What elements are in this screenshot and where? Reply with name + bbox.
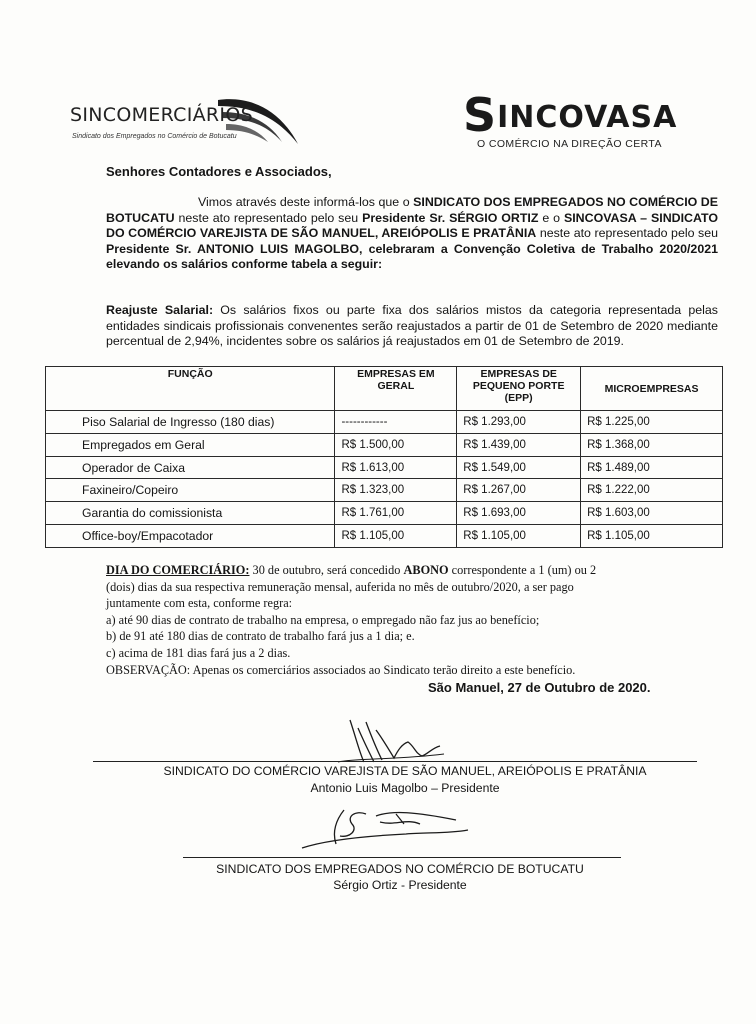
table-cell: Garantia do comissionista	[46, 502, 335, 525]
abono-word: ABONO	[403, 563, 449, 577]
signature-line-1	[93, 761, 697, 762]
table-cell: R$ 1.549,00	[457, 456, 581, 479]
intro-paragraph	[106, 195, 718, 273]
signature-2-image	[296, 800, 476, 860]
table-row	[46, 502, 723, 525]
left-logo-subtitle: Sindicato dos Empregados no Comércio de Botucatu	[72, 133, 237, 140]
table-cell: Faxineiro/Copeiro	[46, 479, 335, 502]
table-header-row	[46, 367, 723, 411]
greeting: Senhores Contadores e Associados,	[106, 164, 332, 179]
table-header: EMPRESAS EM GERAL	[335, 367, 457, 411]
dia-rule-c: c) acima de 181 dias fará jus a 2 dias.	[106, 645, 291, 660]
table-cell: R$ 1.368,00	[581, 433, 723, 456]
right-logo-rest: INCOVASA	[497, 100, 678, 135]
dia-line-3: juntamente com esta, conforme regra:	[106, 596, 293, 611]
table-row	[46, 456, 723, 479]
table-cell: Empregados em Geral	[46, 433, 335, 456]
intro-bold-1: SINDICATO DOS EMPREGADOS NO COMÉRCIO DE BOTUCATU	[106, 195, 718, 225]
table-row	[46, 525, 723, 548]
table-cell: R$ 1.105,00	[335, 525, 457, 548]
dia-title: DIA DO COMERCIÁRIO:	[106, 563, 250, 577]
date-line: São Manuel, 27 de Outubro de 2020.	[428, 680, 651, 695]
dia-line-1	[106, 562, 718, 579]
left-logo-name: SINCOMERCIÁRIOS	[70, 104, 253, 126]
table-header: FUNÇÃO	[46, 367, 335, 411]
dia-rule-b: b) de 91 até 180 dias de contrato de trabalho fará jus a 1 dia; e.	[106, 629, 415, 644]
dia-observacao: OBSERVAÇÃO: Apenas os comerciários associados ao Sindicato terão direito a este benefício.	[106, 662, 576, 677]
dia-text: correspondente a 1 (um) ou 2	[448, 563, 597, 577]
table-header: MICROEMPRESAS	[581, 367, 723, 411]
dia-text: 30 de outubro, será concedido	[249, 563, 404, 577]
intro-text-4: neste ato representado pelo seu	[536, 226, 719, 241]
table-cell: R$ 1.693,00	[457, 502, 581, 525]
table-row	[46, 433, 723, 456]
intro-text-3: e o	[538, 210, 564, 225]
table-cell: R$ 1.323,00	[335, 479, 457, 502]
reajuste-label: Reajuste Salarial:	[106, 303, 214, 317]
table-cell: R$ 1.222,00	[581, 479, 723, 502]
table-cell: R$ 1.489,00	[581, 456, 723, 479]
right-logo-name	[463, 88, 678, 142]
reajuste-paragraph	[106, 303, 718, 350]
signature-line-2	[183, 857, 621, 858]
intro-bold-4: Presidente Sr. ANTONIO LUIS MAGOLBO, celebraram a Convenção Coletiva de Trabalho 2020/2021 elevando os salários conforme tabela a seguir:	[106, 241, 718, 272]
right-logo-tagline: O COMÉRCIO NA DIREÇÃO CERTA	[477, 138, 662, 150]
signature-1-organization: SINDICATO DO COMÉRCIO VAREJISTA DE SÃO MANUEL, AREIÓPOLIS E PRATÂNIA	[163, 764, 647, 778]
table-cell: R$ 1.761,00	[335, 502, 457, 525]
intro-bold-3: SINCOVASA – SINDICATO DO COMÉRCIO VAREJISTA DE SÃO MANUEL, AREIÓPOLIS E PRATÂNIA	[106, 210, 718, 241]
salary-table	[45, 366, 723, 548]
table-cell: R$ 1.293,00	[457, 411, 581, 434]
signature-2-name: Sérgio Ortiz - Presidente	[333, 878, 467, 892]
sincomerciarios-logo	[66, 82, 301, 162]
table-cell: R$ 1.225,00	[581, 411, 723, 434]
table-cell: R$ 1.267,00	[457, 479, 581, 502]
sincovasa-logo	[463, 88, 713, 156]
dia-do-comerciario-section	[106, 562, 718, 678]
right-logo-first-letter: S	[463, 88, 498, 142]
table-cell: ------------	[335, 411, 457, 434]
table-cell: R$ 1.105,00	[457, 525, 581, 548]
table-cell: Operador de Caixa	[46, 456, 335, 479]
table-cell: R$ 1.603,00	[581, 502, 723, 525]
table-cell: R$ 1.500,00	[335, 433, 457, 456]
table-row	[46, 411, 723, 434]
intro-text-2: neste ato representado pelo seu	[174, 210, 363, 225]
table-cell: R$ 1.105,00	[581, 525, 723, 548]
intro-text-1: Vimos através deste informá-los que o	[198, 195, 414, 209]
table-cell: R$ 1.439,00	[457, 433, 581, 456]
table-cell: Piso Salarial de Ingresso (180 dias)	[46, 411, 335, 434]
reajuste-text: Os salários fixos ou parte fixa dos salários mistos da categoria representada pelas entidades sindicais profissionais convenentes serão reajustados a partir de 01 de Setembro de 2020 mediante percentual de 2,94%, incidentes sobre os salários já reajustados em 01 de Setembro de 2019.	[106, 303, 718, 349]
table-cell: Office-boy/Empacotador	[46, 525, 335, 548]
table-row	[46, 479, 723, 502]
dia-rule-a: a) até 90 dias de contrato de trabalho na empresa, o empregado não faz jus ao benefício;	[106, 612, 540, 627]
table-cell: R$ 1.613,00	[335, 456, 457, 479]
signature-1-name: Antonio Luis Magolbo – Presidente	[310, 781, 500, 795]
intro-bold-2: Presidente Sr. SÉRGIO ORTIZ	[362, 210, 539, 225]
table-header: EMPRESAS DE PEQUENO PORTE (EPP)	[457, 367, 581, 411]
dia-line-2: (dois) dias da sua respectiva remuneração mensal, auferida no mês de outubro/2020, a ser pago	[106, 579, 574, 594]
signature-2-organization: SINDICATO DOS EMPREGADOS NO COMÉRCIO DE BOTUCATU	[216, 862, 584, 876]
